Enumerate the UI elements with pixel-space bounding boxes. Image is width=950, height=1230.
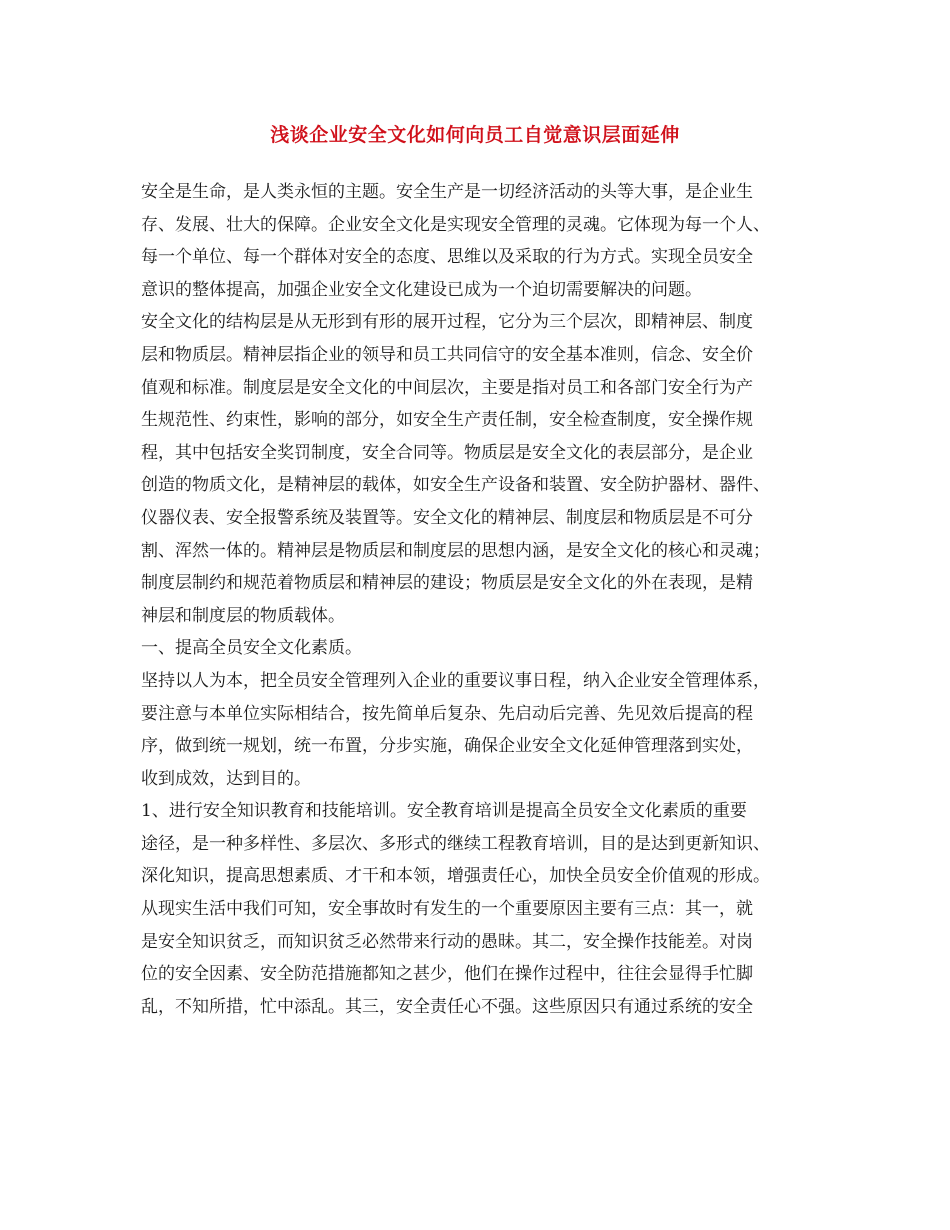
text-line: 安全文化的结构层是从无形到有形的展开过程，它分为三个层次，即精神层、制度 (141, 312, 753, 333)
text-line: 层和物质层。精神层指企业的领导和员工共同信守的安全基本准则，信念、安全价 (141, 344, 753, 365)
text-line: 从现实生活中我们可知，安全事故时有发生的一个重要原因主要有三点：其一，就 (141, 899, 753, 920)
text-line: 要注意与本单位实际相结合，按先简单后复杂、先启动后完善、先见效后提高的程 (141, 703, 753, 724)
text-line: 值观和标准。制度层是安全文化的中间层次，主要是指对员工和各部门安全行为产 (141, 377, 753, 398)
text-line: 途径，是一种多样性、多层次、多形式的继续工程教育培训，目的是达到更新知识、 (141, 833, 770, 854)
text-line: 乱，不知所措，忙中添乱。其三，安全责任心不强。这些原因只有通过系统的安全 (141, 996, 753, 1017)
document-body (141, 176, 831, 1023)
text-line: 存、发展、壮大的保障。企业安全文化是实现安全管理的灵魂。它体现为每一个人、 (141, 214, 770, 235)
text-line: 仪器仪表、安全报警系统及装置等。安全文化的精神层、制度层和物质层是不可分 (141, 507, 753, 528)
text-line: 割、浑然一体的。精神层是物质层和制度层的思想内涵，是安全文化的核心和灵魂； (141, 540, 770, 561)
text-line: 一、提高全员安全文化素质。 (141, 638, 362, 659)
text-line: 收到成效，达到目的。 (141, 768, 311, 789)
text-line: 位的安全因素、安全防范措施都知之甚少，他们在操作过程中，往往会显得手忙脚 (141, 964, 753, 985)
text-line: 每一个单位、每一个群体对安全的态度、思维以及采取的行为方式。实现全员安全 (141, 247, 753, 268)
text-line: 制度层制约和规范着物质层和精神层的建设；物质层是安全文化的外在表现，是精 (141, 573, 753, 594)
text-line: 是安全知识贫乏，而知识贫乏必然带来行动的愚昧。其二，安全操作技能差。对岗 (141, 931, 753, 952)
text-line: 序，做到统一规划，统一布置，分步实施，确保企业安全文化延伸管理落到实处， (141, 736, 753, 757)
text-line: 程，其中包括安全奖罚制度，安全合同等。物质层是安全文化的表层部分，是企业 (141, 442, 753, 463)
text-line: 神层和制度层的物质载体。 (141, 605, 345, 626)
text-line: 深化知识，提高思想素质、才干和本领，增强责任心，加快全员安全价值观的形成。 (141, 866, 770, 887)
text-line: 生规范性、约束性，影响的部分，如安全生产责任制，安全检查制度，安全操作规 (141, 410, 753, 431)
text-line: 安全是生命，是人类永恒的主题。安全生产是一切经济活动的头等大事，是企业生 (141, 182, 753, 202)
document-title: 浅谈企业安全文化如何向员工自觉意识层面延伸 (270, 124, 680, 146)
text-line: 坚持以人为本，把全员安全管理列入企业的重要议事日程，纳入企业安全管理体系， (141, 670, 770, 691)
text-line: 创造的物质文化，是精神层的载体，如安全生产设备和装置、安全防护器材、器件、 (141, 475, 770, 496)
text-line: 1、进行安全知识教育和技能培训。安全教育培训是提高全员安全文化素质的重要 (141, 801, 747, 822)
text-line: 意识的整体提高，加强企业安全文化建设已成为一个迫切需要解决的问题。 (141, 279, 702, 300)
